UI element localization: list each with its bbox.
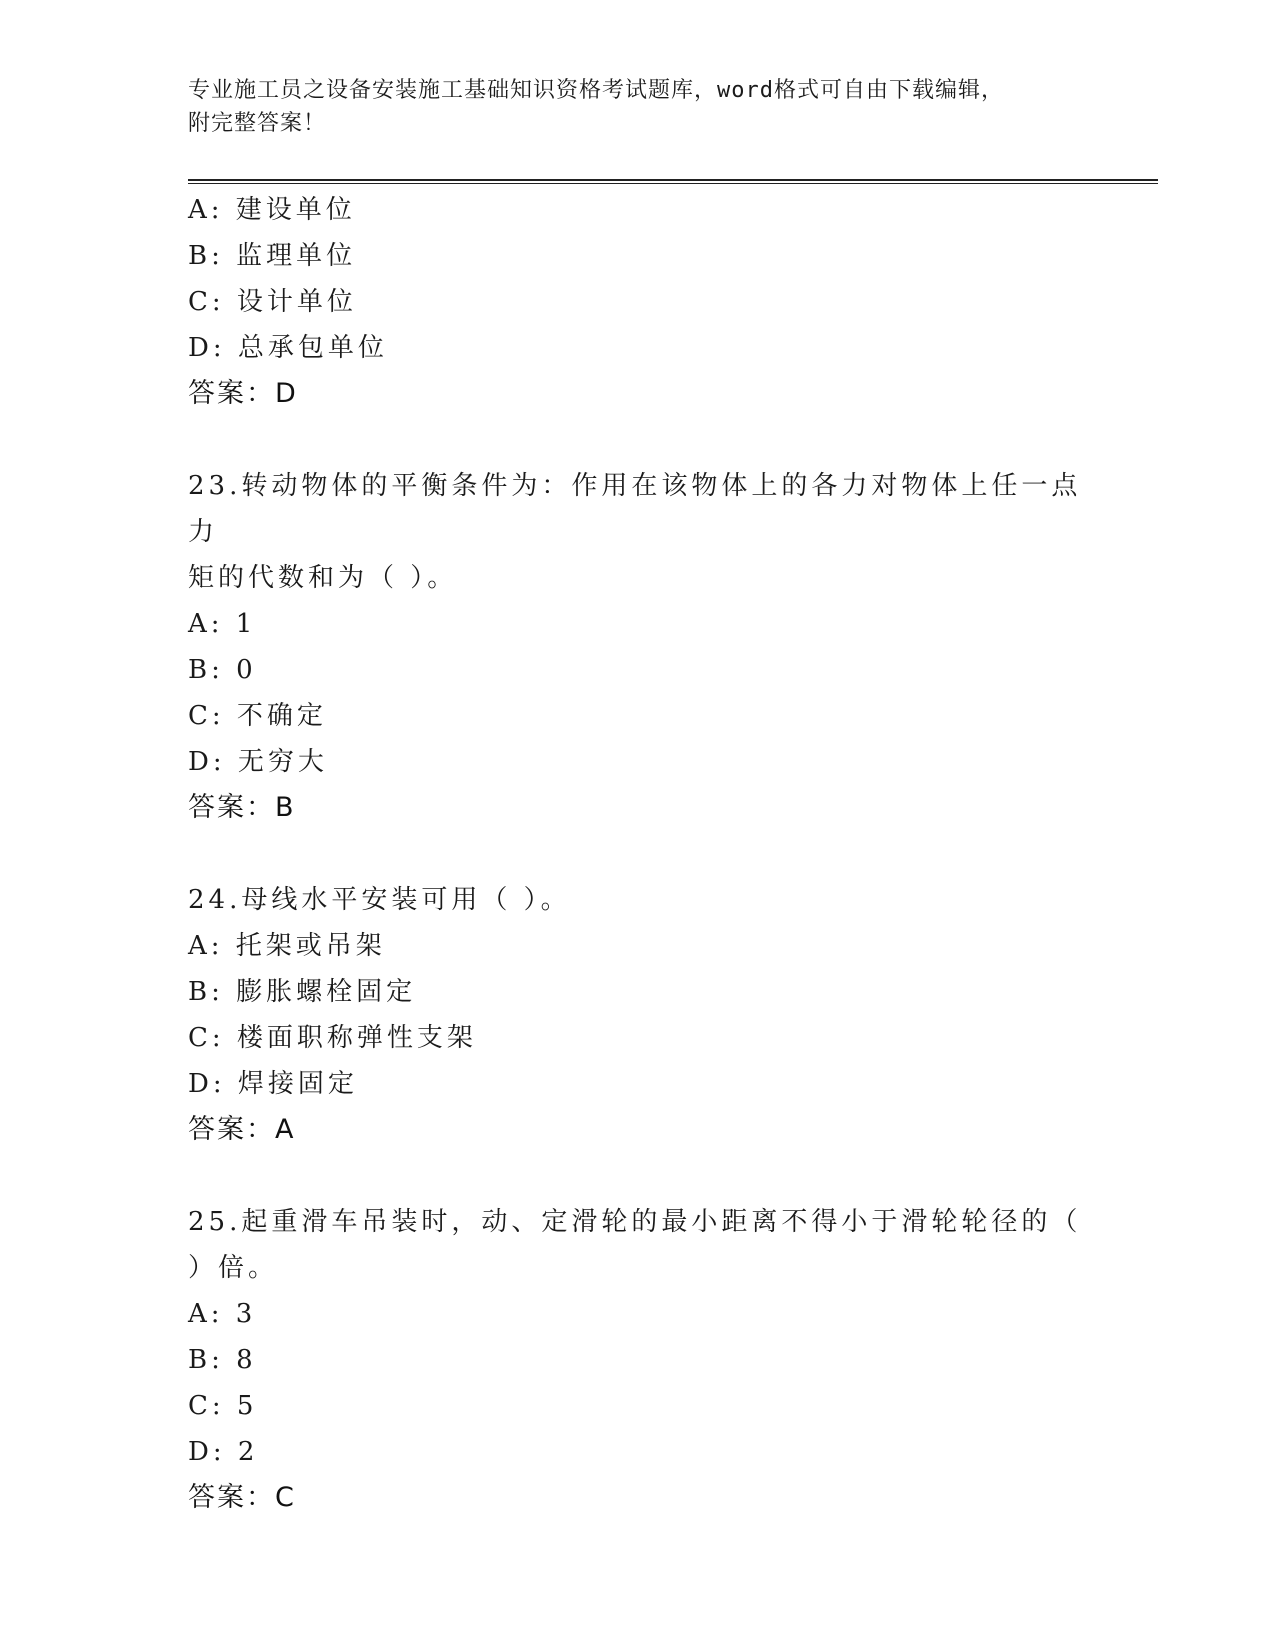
- answer-line: 答案：A: [188, 1114, 296, 1145]
- option-a: A: 托架或吊架: [188, 931, 386, 961]
- option-c: C: 设计单位: [188, 287, 357, 317]
- option-a: A: 建设单位: [188, 195, 356, 225]
- spacer: [188, 417, 1088, 463]
- question-stem: 矩的代数和为（ ）。: [188, 563, 458, 593]
- answer-line: 答案：C: [188, 1482, 296, 1513]
- question-22-continued: [188, 187, 1088, 417]
- option-d: D: 焊接固定: [188, 1069, 358, 1099]
- option-c: C: 不确定: [188, 701, 327, 731]
- option-d: D: 总承包单位: [188, 333, 388, 363]
- question-25: [188, 1199, 1088, 1521]
- header-line-1: 专业施工员之设备安装施工基础知识资格考试题库，word格式可自由下载编辑，: [188, 78, 1004, 103]
- option-a: A: 1: [188, 609, 257, 639]
- option-b: B: 监理单位: [188, 241, 357, 271]
- option-a: A: 3: [188, 1299, 257, 1329]
- option-b: B: 0: [188, 655, 257, 685]
- spacer: [188, 1153, 1088, 1199]
- option-d: D: 2: [188, 1437, 259, 1467]
- question-23: [188, 463, 1088, 831]
- option-d: D: 无穷大: [188, 747, 328, 777]
- answer-line: 答案：D: [188, 378, 298, 409]
- option-b: B: 8: [188, 1345, 257, 1375]
- question-stem: 24.母线水平安装可用（ ）。: [188, 885, 571, 915]
- question-stem: 25.起重滑车吊装时，动、定滑轮的最小距离不得小于滑轮轮径的（: [188, 1207, 1082, 1237]
- question-24: [188, 877, 1088, 1153]
- option-c: C: 5: [188, 1391, 258, 1421]
- header-divider-thick: [188, 179, 1158, 181]
- question-stem: ）倍。: [188, 1253, 279, 1283]
- header-line-2: 附完整答案！: [188, 111, 327, 136]
- spacer: [188, 831, 1088, 877]
- option-c: C: 楼面职称弹性支架: [188, 1023, 477, 1053]
- header-divider-thin: [188, 183, 1158, 184]
- answer-line: 答案：B: [188, 792, 296, 823]
- question-content: [188, 187, 1088, 1521]
- question-stem: 23.转动物体的平衡条件为：作用在该物体上的各力对物体上任一点力: [188, 471, 1082, 547]
- option-b: B: 膨胀螺栓固定: [188, 977, 417, 1007]
- document-header: [188, 74, 1088, 140]
